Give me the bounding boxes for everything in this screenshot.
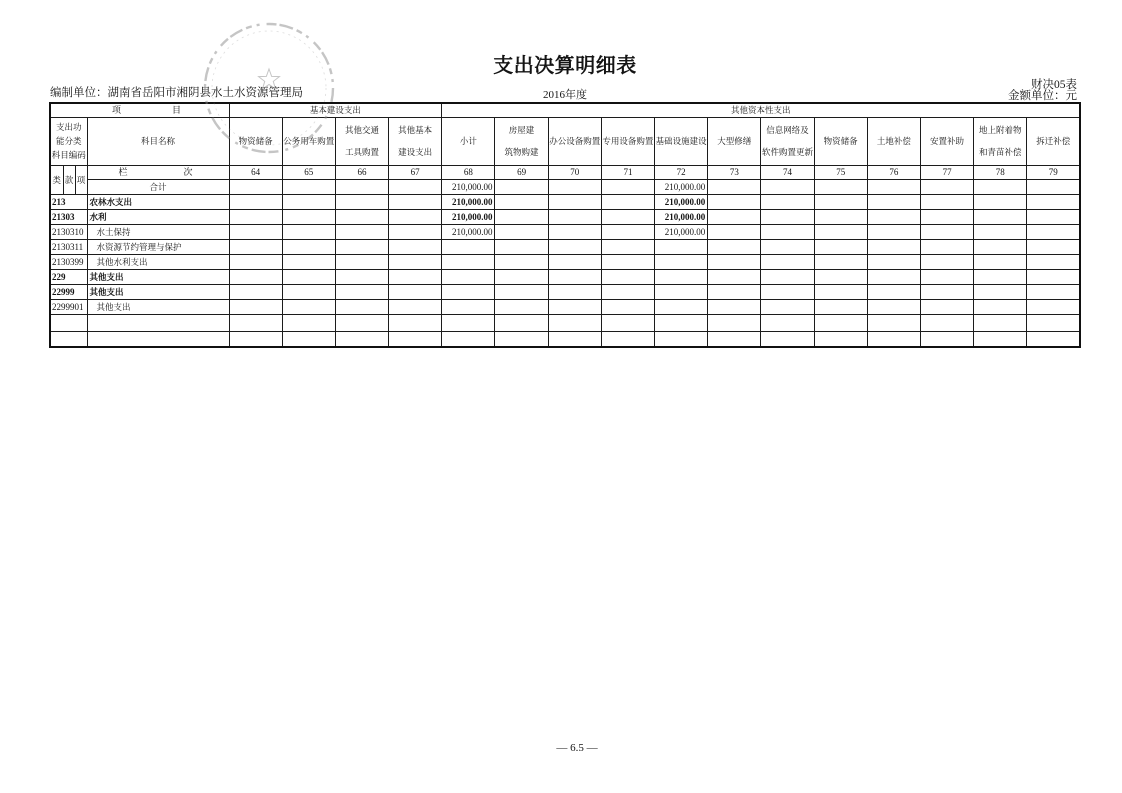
amount-cell [708, 224, 761, 239]
column-header-line: 专用设备购置 [602, 136, 654, 146]
amount-cell [229, 194, 282, 209]
amount-cell [548, 239, 601, 254]
subject-name: 水土保持 [87, 224, 229, 239]
column-header-line: 地上附着物 [978, 125, 1022, 135]
column-number: 66 [335, 165, 388, 179]
amount-cell [229, 224, 282, 239]
amount-cell [974, 284, 1027, 299]
amount-cell [920, 299, 973, 314]
subject-code: 22999 [50, 284, 87, 299]
group-header-row [50, 103, 1080, 117]
column-header-line: 信息网络及 [766, 125, 809, 135]
amount-cell [495, 299, 548, 314]
subject-code: 2130310 [50, 224, 87, 239]
amount-cell [814, 284, 867, 299]
subject-row [50, 299, 1080, 314]
amount-cell [389, 194, 442, 209]
amount-cell [814, 239, 867, 254]
amount-cell [1027, 284, 1080, 299]
amount-cell [335, 194, 388, 209]
amount-cell [548, 194, 601, 209]
column-number: 73 [708, 165, 761, 179]
amount-cell [814, 179, 867, 194]
column-number: 72 [655, 165, 708, 179]
column-header-line: 基础设施建设 [655, 136, 707, 146]
column-header [229, 117, 282, 165]
blank-amount-cell [548, 331, 601, 347]
amount-cell: 210,000.00 [655, 224, 708, 239]
level-label-xiang: 项 [75, 165, 87, 194]
amount-cell: 210,000.00 [442, 194, 495, 209]
amount-cell [920, 194, 973, 209]
column-header-line: 小计 [459, 136, 477, 146]
amount-cell [335, 209, 388, 224]
amount-cell [601, 209, 654, 224]
blank-amount-cell [1027, 331, 1080, 347]
subject-name: 农林水支出 [87, 194, 229, 209]
amount-cell [335, 299, 388, 314]
column-number: 70 [548, 165, 601, 179]
currency-unit: 金额单位：元 [1008, 90, 1077, 102]
amount-cell [655, 269, 708, 284]
blank-amount-cell [335, 331, 388, 347]
row-number-header [87, 165, 249, 179]
column-number: 69 [495, 165, 548, 179]
total-label: 合计 [87, 179, 229, 194]
item-group-header [50, 103, 233, 117]
total-row [50, 179, 1080, 194]
amount-cell [548, 269, 601, 284]
column-header [974, 117, 1027, 165]
blank-code-cell [50, 314, 87, 331]
function-code-header [50, 117, 87, 165]
other-capital-group-header: 其他资本性支出 [442, 103, 1080, 117]
blank-amount-cell [389, 331, 442, 347]
subject-row [50, 269, 1080, 284]
amount-cell [548, 224, 601, 239]
column-header-line: 其他交通 [344, 125, 379, 135]
column-header [920, 117, 973, 165]
amount-cell [601, 194, 654, 209]
subject-name: 其他水利支出 [87, 254, 229, 269]
amount-cell [920, 209, 973, 224]
amount-cell [601, 254, 654, 269]
subject-name: 其他支出 [87, 284, 229, 299]
amount-cell [548, 179, 601, 194]
blank-amount-cell [655, 314, 708, 331]
column-header-line: 公务用车购置 [283, 136, 335, 146]
subject-row [50, 224, 1080, 239]
amount-cell [708, 194, 761, 209]
column-header [1027, 117, 1080, 165]
column-header [601, 117, 654, 165]
amount-cell [814, 299, 867, 314]
amount-cell: 210,000.00 [655, 209, 708, 224]
blank-amount-cell [867, 314, 920, 331]
amount-cell [389, 299, 442, 314]
amount-cell [761, 224, 814, 239]
amount-cell [708, 209, 761, 224]
amount-cell [389, 239, 442, 254]
amount-cell [335, 254, 388, 269]
amount-cell [974, 194, 1027, 209]
amount-cell [867, 239, 920, 254]
amount-cell: 210,000.00 [442, 224, 495, 239]
amount-cell [867, 299, 920, 314]
amount-cell [548, 284, 601, 299]
amount-cell [282, 224, 335, 239]
amount-cell [229, 254, 282, 269]
amount-cell [814, 269, 867, 284]
amount-cell [761, 284, 814, 299]
subject-code: 21303 [50, 209, 87, 224]
item-group-label: 项目 [112, 105, 233, 116]
amount-cell [389, 254, 442, 269]
amount-cell [229, 284, 282, 299]
amount-cell [708, 284, 761, 299]
column-number: 64 [229, 165, 282, 179]
amount-cell [335, 239, 388, 254]
amount-cell [761, 239, 814, 254]
column-header-line: 软件购置更新 [761, 147, 813, 157]
column-number: 77 [920, 165, 973, 179]
column-header [761, 117, 814, 165]
amount-cell [867, 254, 920, 269]
amount-cell [229, 239, 282, 254]
blank-amount-cell [389, 314, 442, 331]
subject-row [50, 194, 1080, 209]
amount-cell [1027, 224, 1080, 239]
blank-amount-cell [974, 331, 1027, 347]
function-code-header-line: 能分类 [55, 136, 82, 146]
basic-construction-group-header: 基本建设支出 [229, 103, 442, 117]
blank-amount-cell [229, 331, 282, 347]
column-header [442, 117, 495, 165]
subject-row [50, 284, 1080, 299]
blank-amount-cell [442, 331, 495, 347]
expenditure-detail-table [49, 102, 1081, 348]
amount-cell [495, 254, 548, 269]
amount-cell [495, 239, 548, 254]
subject-code: 213 [50, 194, 87, 209]
column-number: 75 [814, 165, 867, 179]
amount-cell [920, 179, 973, 194]
blank-amount-cell [495, 331, 548, 347]
subject-name: 其他支出 [87, 269, 229, 284]
blank-amount-cell [335, 314, 388, 331]
column-header-line: 工具购置 [344, 147, 379, 157]
fiscal-year: 2016年度 [543, 89, 587, 101]
amount-cell [601, 284, 654, 299]
subject-name: 其他支出 [87, 299, 229, 314]
blank-amount-cell [974, 314, 1027, 331]
subject-name-header: 科目名称 [87, 117, 229, 165]
amount-cell [282, 194, 335, 209]
amount-cell [708, 239, 761, 254]
blank-amount-cell [495, 314, 548, 331]
amount-cell [761, 299, 814, 314]
amount-cell [974, 209, 1027, 224]
column-header [814, 117, 867, 165]
amount-cell [495, 209, 548, 224]
amount-cell [335, 179, 388, 194]
blank-row [50, 314, 1080, 331]
column-header-line: 大型修缮 [717, 136, 752, 146]
column-number: 79 [1027, 165, 1080, 179]
amount-cell [814, 209, 867, 224]
amount-cell [282, 269, 335, 284]
subject-row [50, 209, 1080, 224]
amount-cell [282, 254, 335, 269]
amount-cell [335, 224, 388, 239]
column-header [655, 117, 708, 165]
blank-amount-cell [601, 314, 654, 331]
amount-cell [867, 179, 920, 194]
blank-amount-cell [229, 314, 282, 331]
column-header [495, 117, 548, 165]
column-header [867, 117, 920, 165]
amount-cell [974, 239, 1027, 254]
amount-cell [708, 179, 761, 194]
amount-cell [867, 284, 920, 299]
blank-amount-cell [282, 331, 335, 347]
blank-amount-cell [867, 331, 920, 347]
column-header-row [50, 117, 1080, 165]
amount-cell [1027, 254, 1080, 269]
column-header-line: 和青苗补偿 [978, 147, 1022, 157]
blank-row [50, 331, 1080, 347]
column-number: 74 [761, 165, 814, 179]
amount-cell [867, 209, 920, 224]
amount-cell: 210,000.00 [655, 179, 708, 194]
column-header-line: 筑物购建 [504, 147, 539, 157]
blank-amount-cell [442, 314, 495, 331]
compiling-unit: 编制单位：湖南省岳阳市湘阴县水土水资源管理局 [50, 87, 303, 99]
subject-name: 水利 [87, 209, 229, 224]
amount-cell [867, 194, 920, 209]
amount-cell [920, 254, 973, 269]
document-title: 支出决算明细表 [493, 55, 637, 77]
subject-row [50, 239, 1080, 254]
column-header-line: 办公设备购置 [549, 136, 601, 146]
blank-amount-cell [814, 314, 867, 331]
amount-cell [867, 224, 920, 239]
amount-cell [282, 209, 335, 224]
blank-amount-cell [761, 314, 814, 331]
amount-cell [601, 224, 654, 239]
blank-amount-cell [548, 314, 601, 331]
blank-amount-cell [814, 331, 867, 347]
subject-code: 2130311 [50, 239, 87, 254]
level-label-lei: 类 [50, 165, 63, 194]
amount-cell [974, 179, 1027, 194]
amount-cell [1027, 179, 1080, 194]
column-header [548, 117, 601, 165]
subject-name: 水资源节约管理与保护 [87, 239, 229, 254]
amount-cell: 210,000.00 [442, 209, 495, 224]
amount-cell [1027, 209, 1080, 224]
amount-cell [389, 284, 442, 299]
page-number: — 6.5 — [556, 742, 598, 754]
blank-amount-cell [601, 331, 654, 347]
blank-amount-cell [1027, 314, 1080, 331]
column-number: 65 [282, 165, 335, 179]
blank-amount-cell [282, 314, 335, 331]
amount-cell [761, 194, 814, 209]
amount-cell [548, 254, 601, 269]
subject-row [50, 254, 1080, 269]
amount-cell [495, 269, 548, 284]
amount-cell [601, 239, 654, 254]
amount-cell [389, 179, 442, 194]
amount-cell [442, 239, 495, 254]
amount-cell [1027, 299, 1080, 314]
amount-cell: 210,000.00 [655, 194, 708, 209]
column-header-line: 土地补偿 [876, 136, 911, 146]
column-header [708, 117, 761, 165]
amount-cell [548, 209, 601, 224]
amount-cell [601, 299, 654, 314]
column-header-line: 其他基本 [398, 125, 433, 135]
column-header-line: 物资储备 [238, 136, 273, 146]
amount-cell [814, 224, 867, 239]
amount-cell [708, 254, 761, 269]
amount-cell [814, 254, 867, 269]
amount-cell [920, 269, 973, 284]
subject-code: 229 [50, 269, 87, 284]
column-number: 78 [974, 165, 1027, 179]
amount-cell [867, 269, 920, 284]
subject-code: 2130399 [50, 254, 87, 269]
amount-cell [389, 269, 442, 284]
amount-cell [655, 254, 708, 269]
amount-cell [761, 269, 814, 284]
amount-cell [442, 254, 495, 269]
amount-cell [655, 299, 708, 314]
amount-cell [974, 299, 1027, 314]
amount-cell [708, 269, 761, 284]
blank-amount-cell [761, 331, 814, 347]
column-header-line: 物资储备 [823, 136, 858, 146]
column-number-row [50, 165, 1080, 179]
column-header-line: 建设支出 [398, 147, 433, 157]
amount-cell [229, 269, 282, 284]
amount-cell [282, 179, 335, 194]
blank-name-cell [87, 314, 229, 331]
column-header-line: 房屋建 [508, 125, 535, 135]
amount-cell [282, 239, 335, 254]
function-code-header-line: 科目编码 [51, 150, 86, 160]
amount-cell [442, 284, 495, 299]
amount-cell [442, 269, 495, 284]
subject-code: 2299901 [50, 299, 87, 314]
amount-cell [655, 239, 708, 254]
amount-cell [389, 224, 442, 239]
column-number: 76 [867, 165, 920, 179]
blank-code-cell [50, 331, 87, 347]
amount-cell [601, 179, 654, 194]
amount-cell [282, 299, 335, 314]
blank-amount-cell [655, 331, 708, 347]
amount-cell [761, 254, 814, 269]
amount-cell [814, 194, 867, 209]
amount-cell [920, 239, 973, 254]
amount-cell [229, 299, 282, 314]
amount-cell [974, 254, 1027, 269]
column-header-line: 拆迁补偿 [1036, 136, 1071, 146]
amount-cell [974, 269, 1027, 284]
amount-cell [920, 224, 973, 239]
amount-cell [1027, 269, 1080, 284]
amount-cell [335, 284, 388, 299]
amount-cell [1027, 194, 1080, 209]
amount-cell [920, 284, 973, 299]
column-header [389, 117, 442, 165]
form-code: 财决05表 [1031, 79, 1077, 91]
amount-cell: 210,000.00 [442, 179, 495, 194]
amount-cell [974, 224, 1027, 239]
amount-cell [495, 284, 548, 299]
amount-cell [229, 179, 282, 194]
amount-cell [655, 284, 708, 299]
amount-cell [548, 299, 601, 314]
amount-cell [442, 299, 495, 314]
amount-cell [601, 269, 654, 284]
amount-cell [1027, 239, 1080, 254]
column-header [282, 117, 335, 165]
amount-cell [761, 179, 814, 194]
row-number-label: 栏次 [118, 167, 249, 177]
blank-amount-cell [920, 314, 973, 331]
function-code-header-line: 支出功 [55, 122, 82, 132]
blank-amount-cell [708, 314, 761, 331]
column-number: 68 [442, 165, 495, 179]
column-header-line: 安置补助 [930, 136, 965, 146]
blank-amount-cell [920, 331, 973, 347]
amount-cell [282, 284, 335, 299]
level-label-kuan: 款 [63, 165, 75, 194]
blank-amount-cell [708, 331, 761, 347]
column-header [335, 117, 388, 165]
blank-name-cell [87, 331, 229, 347]
column-number: 67 [389, 165, 442, 179]
amount-cell [761, 209, 814, 224]
amount-cell [708, 299, 761, 314]
amount-cell [229, 209, 282, 224]
amount-cell [495, 179, 548, 194]
amount-cell [389, 209, 442, 224]
amount-cell [495, 224, 548, 239]
column-number: 71 [601, 165, 654, 179]
amount-cell [335, 269, 388, 284]
amount-cell [495, 194, 548, 209]
